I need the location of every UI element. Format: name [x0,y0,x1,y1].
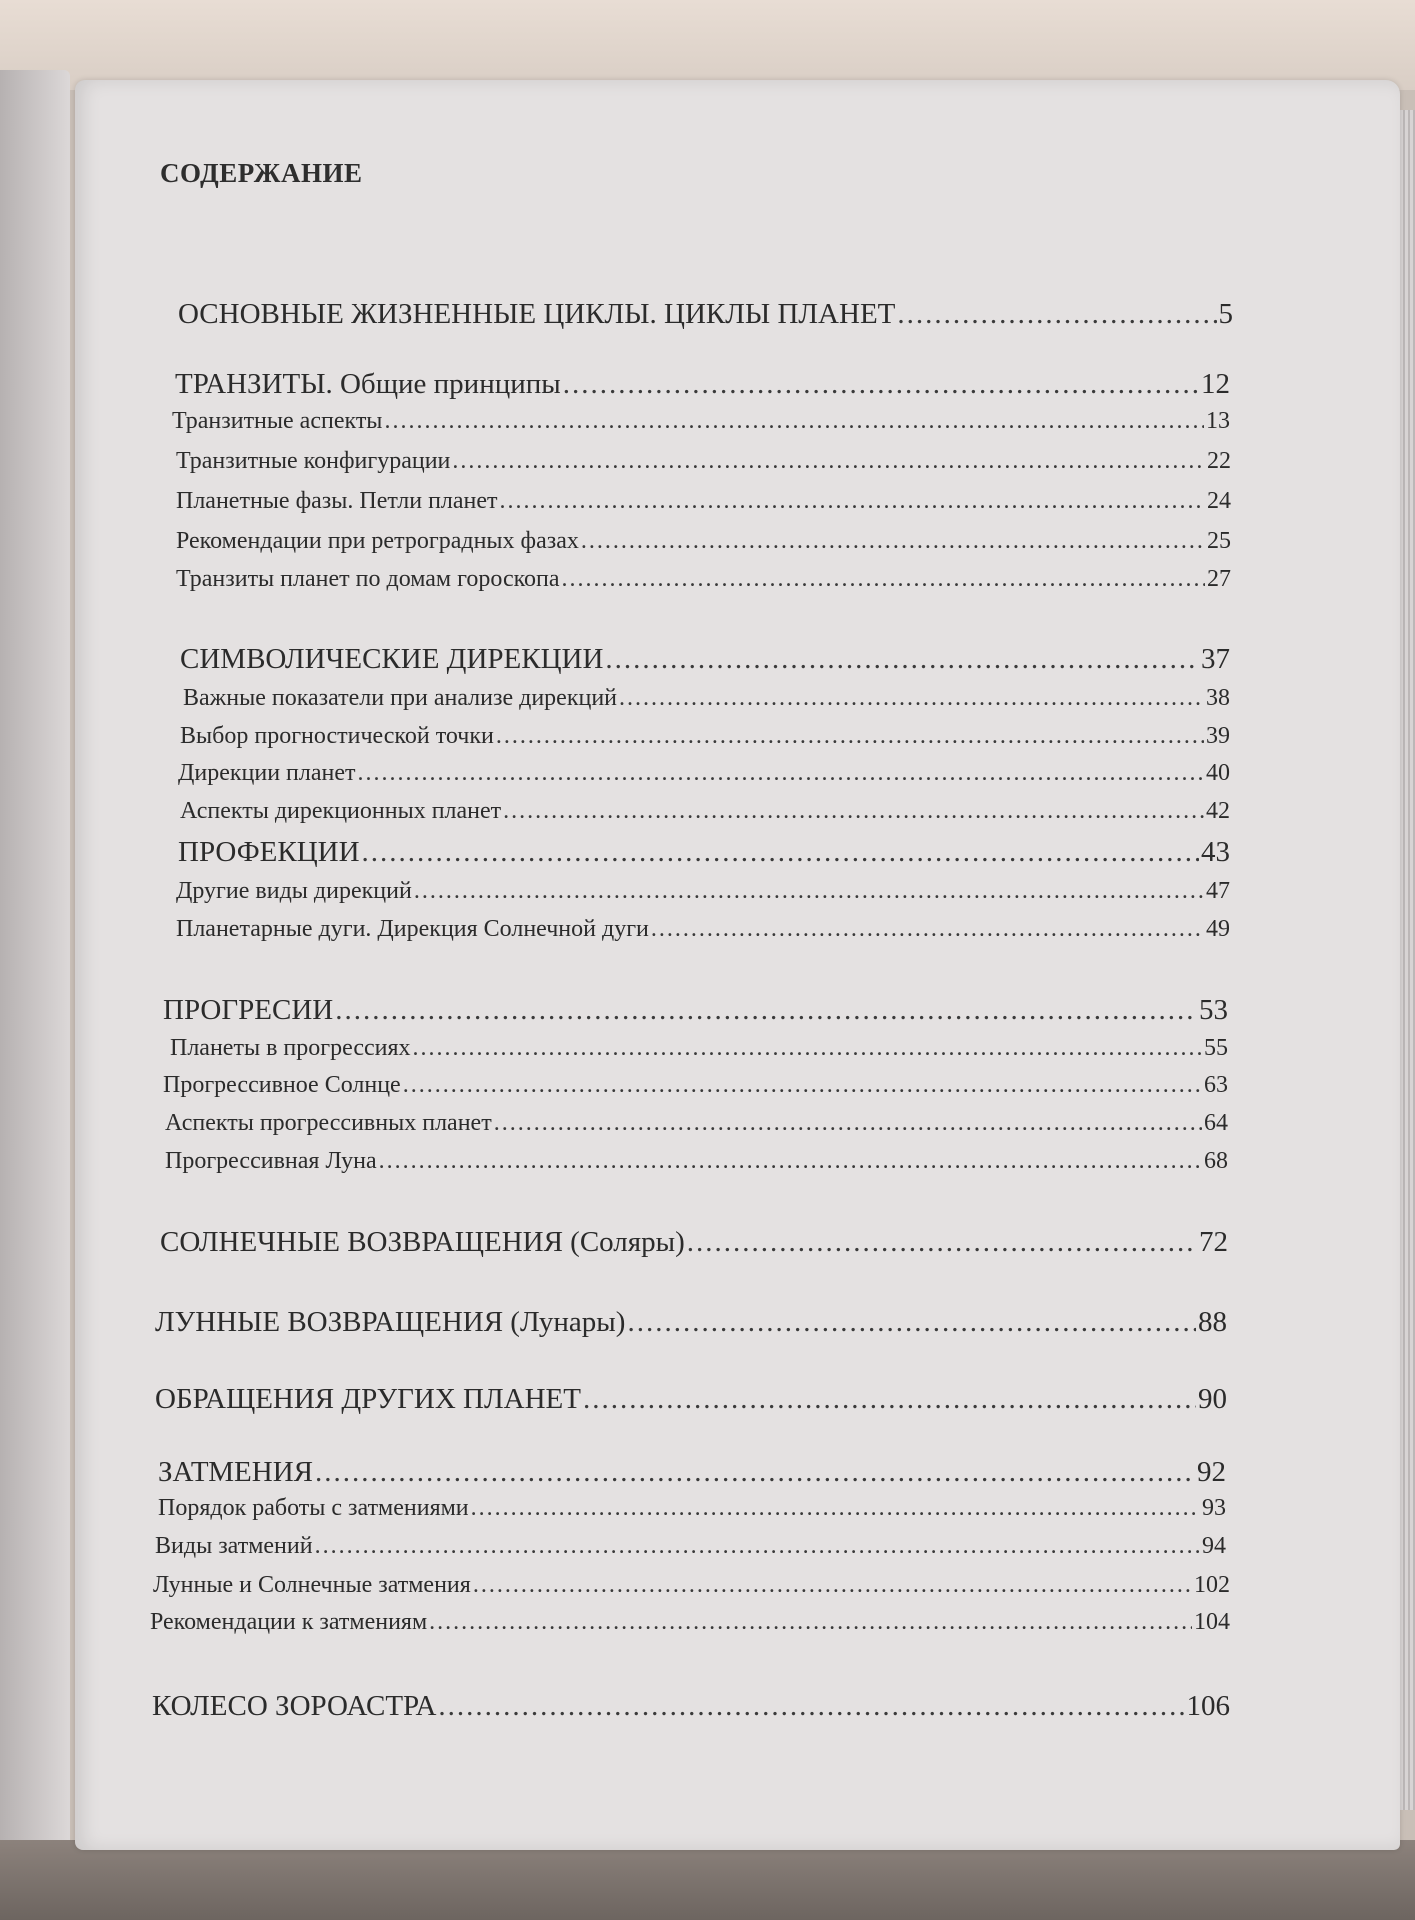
toc-leader [438,1690,1184,1723]
toc-leader [379,1148,1202,1175]
toc-page-number: 39 [1206,723,1230,749]
toc-label: Порядок работы с затмениями [158,1495,469,1521]
toc-page-number: 90 [1198,1383,1227,1415]
toc-leader [429,1609,1192,1636]
toc-label: Дирекции планет [178,760,356,786]
toc-page-number: 24 [1207,488,1231,514]
toc-leader [358,760,1204,787]
toc-label: КОЛЕСО ЗОРОАСТРА [152,1690,437,1722]
toc-label: ОБРАЩЕНИЯ ДРУГИХ ПЛАНЕТ [155,1383,581,1415]
toc-label: ПРОГРЕСИИ [163,994,334,1026]
toc-label: Другие виды дирекций [176,878,412,904]
bottom-surface [0,1840,1415,1920]
toc-entry [165,1148,1228,1175]
toc-label: Рекомендации при ретроградных фазах [176,528,579,554]
toc-page-number: 5 [1218,298,1233,330]
toc-label: СОЛНЕЧНЫЕ ВОЗВРАЩЕНИЯ (Соляры) [160,1226,685,1258]
left-page-edge [0,70,70,1840]
toc-leader [473,1572,1192,1599]
toc-label: Планетные фазы. Петли планет [176,488,498,514]
toc-leader [897,298,1216,331]
toc-label: Аспекты прогрессивных планет [165,1110,492,1136]
toc-entry [178,836,1230,869]
toc-entry [180,723,1230,750]
toc-leader [651,916,1204,943]
toc-label: Важные показатели при анализе дирекций [183,685,618,711]
toc-label: Транзитные конфигурации [176,448,451,474]
toc-page-number: 55 [1204,1035,1228,1061]
toc-label: Планеты в прогрессиях [170,1035,411,1061]
toc-label: ОСНОВНЫЕ ЖИЗНЕННЫЕ ЦИКЛЫ. ЦИКЛЫ ПЛАНЕТ [178,298,896,330]
toc-label: Планетарные дуги. Дирекция Солнечной дуги [176,916,649,942]
toc-entry [176,878,1230,905]
toc-page-number: 104 [1194,1609,1230,1635]
toc-page-number: 38 [1206,685,1230,711]
toc-entry [183,685,1230,712]
toc-entry [180,643,1230,676]
toc-entry [153,1572,1230,1599]
toc-leader [687,1226,1197,1259]
toc-page-number: 42 [1206,798,1230,824]
toc-leader [605,643,1199,676]
toc-label: ЗАТМЕНИЯ [158,1456,313,1488]
toc-entry [172,408,1230,435]
toc-label: Транзиты планет по домам гороскопа [176,566,560,592]
toc-entry [152,1690,1230,1723]
toc-entry [155,1383,1227,1416]
toc-page-number: 40 [1206,760,1230,786]
toc-page-number: 106 [1186,1690,1230,1722]
toc-page-number: 25 [1207,528,1231,554]
toc-entry [175,368,1230,401]
toc-entry [163,994,1228,1027]
toc-leader [315,1533,1200,1560]
toc-entry [176,448,1231,475]
toc-label: Виды затмений [155,1533,313,1559]
toc-page-number: 13 [1206,408,1230,434]
toc-entry [158,1495,1226,1522]
toc-entry [176,566,1231,593]
toc-leader [384,408,1204,435]
toc-entry [180,798,1230,825]
toc-label: Выбор прогностической точки [180,723,494,749]
toc-leader [452,448,1205,475]
toc-entry [170,1035,1228,1062]
toc-page-number: 92 [1197,1456,1226,1488]
toc-entry [163,1072,1228,1099]
toc-page-number: 64 [1204,1110,1228,1136]
toc-leader [500,488,1205,515]
toc-label: Прогрессивное Солнце [163,1072,401,1098]
toc-leader [619,685,1204,712]
toc-entry [176,916,1230,943]
toc-label: Лунные и Солнечные затмения [153,1572,471,1598]
toc-page-number: 22 [1207,448,1231,474]
toc-entry [150,1609,1230,1636]
toc-leader [315,1456,1195,1489]
toc-leader [496,723,1204,750]
toc-page-number: 43 [1201,836,1230,868]
toc-label: Рекомендации к затмениям [150,1609,428,1635]
toc-page-number: 63 [1204,1072,1228,1098]
toc-page-number: 88 [1198,1306,1227,1338]
toc-leader [583,1383,1196,1416]
toc-leader [562,566,1205,593]
toc-page-number: 49 [1206,916,1230,942]
toc-entry [165,1110,1228,1137]
toc-leader [362,836,1199,869]
toc-page-number: 72 [1199,1226,1228,1258]
toc-leader [627,1306,1196,1339]
toc-page-number: 37 [1201,643,1230,675]
toc-page-number: 94 [1202,1533,1226,1559]
toc-page-number: 53 [1199,994,1228,1026]
toc-label: Прогрессивная Луна [165,1148,377,1174]
toc-leader [563,368,1199,401]
toc-leader [494,1110,1202,1137]
toc-entry [160,1226,1228,1259]
toc-label: Транзитные аспекты [172,408,383,434]
toc-entry [176,528,1231,555]
toc-leader [413,1035,1202,1062]
toc-label: Аспекты дирекционных планет [180,798,502,824]
toc-page-number: 12 [1201,368,1230,400]
toc-leader [335,994,1197,1027]
toc-entry [176,488,1231,515]
toc-label: ТРАНЗИТЫ. Общие принципы [175,368,561,400]
toc-entry [178,298,1233,331]
toc-page-number: 47 [1206,878,1230,904]
toc-leader [403,1072,1202,1099]
toc-page-number: 93 [1202,1495,1226,1521]
toc-entry [158,1456,1226,1489]
toc-label: ЛУННЫЕ ВОЗВРАЩЕНИЯ (Лунары) [155,1306,626,1338]
toc-leader [581,528,1205,555]
toc-entry [155,1533,1226,1560]
toc-entry [155,1306,1227,1339]
toc-leader [471,1495,1200,1522]
table-background [0,0,1415,90]
toc-label: СИМВОЛИЧЕСКИЕ ДИРЕКЦИИ [180,643,604,675]
toc-page-number: 68 [1204,1148,1228,1174]
toc-entry [178,760,1230,787]
page-title: СОДЕРЖАНИЕ [160,158,363,188]
toc-page-number: 27 [1207,566,1231,592]
toc-leader [414,878,1204,905]
toc-leader [503,798,1204,825]
toc-page-number: 102 [1194,1572,1230,1598]
toc-label: ПРОФЕКЦИИ [178,836,360,868]
